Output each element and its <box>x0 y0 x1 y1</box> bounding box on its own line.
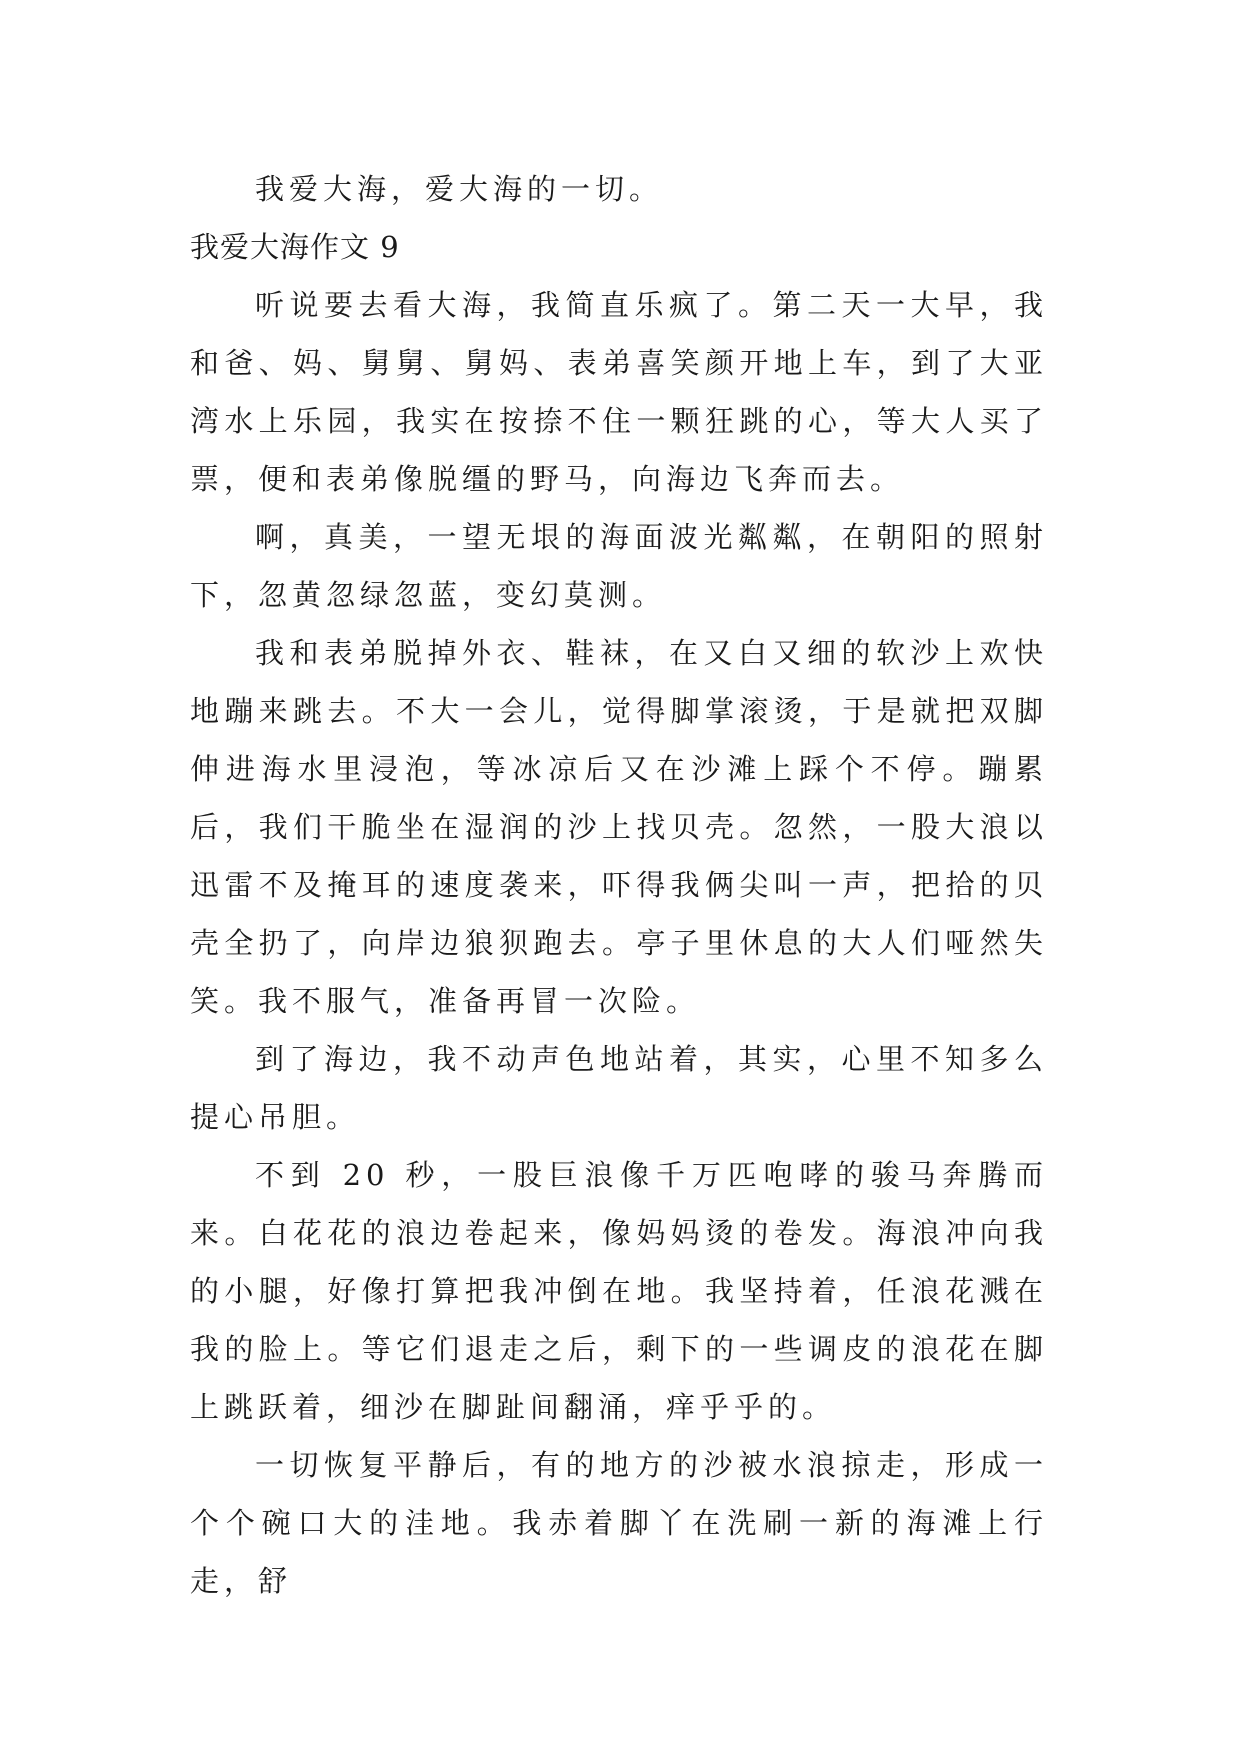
paragraph: 一切恢复平静后，有的地方的沙被水浪掠走，形成一个个碗口大的洼地。我赤着脚丫在洗刷一新的海滩上行走，舒 <box>190 1448 1048 1598</box>
paragraph: 不到 20 秒，一股巨浪像千万匹咆哮的骏马奔腾而来。白花花的浪边卷起来，像妈妈烫的卷发。海浪冲向我的小腿，好像打算把我冲倒在地。我坚持着，任浪花溅在我的脸上。等它们退走之后，剩下的一些调皮的浪花在脚上跳跃着，细沙在脚趾间翻涌，痒乎乎的。 <box>190 1158 1048 1424</box>
paragraph: 听说要去看大海，我简直乐疯了。第二天一大早，我和爸、妈、舅舅、舅妈、表弟喜笑颜开地上车，到了大亚湾水上乐园，我实在按捺不住一颗狂跳的心，等大人买了票，便和表弟像脱缰的野马，向海边飞奔而去。 <box>190 288 1048 496</box>
paragraph: 我和表弟脱掉外衣、鞋袜，在又白又细的软沙上欢快地蹦来跳去。不大一会儿，觉得脚掌滚烫，于是就把双脚伸进海水里浸泡，等冰凉后又在沙滩上踩个不停。蹦累后，我们干脆坐在湿润的沙上找贝壳。忽然，一股大浪以迅雷不及掩耳的速度袭来，吓得我俩尖叫一声，把拾的贝壳全扔了，向岸边狼狈跑去。亭子里休息的大人们哑然失笑。我不服气，准备再冒一次险。 <box>190 636 1048 1018</box>
paragraph: 我爱大海，爱大海的一切。 <box>255 172 664 206</box>
document-body <box>190 160 1048 1610</box>
section-heading: 我爱大海作文 9 <box>190 230 400 264</box>
paragraph: 到了海边，我不动声色地站着，其实，心里不知多么提心吊胆。 <box>190 1042 1048 1134</box>
paragraph: 啊，真美，一望无垠的海面波光粼粼，在朝阳的照射下，忽黄忽绿忽蓝，变幻莫测。 <box>190 520 1048 612</box>
